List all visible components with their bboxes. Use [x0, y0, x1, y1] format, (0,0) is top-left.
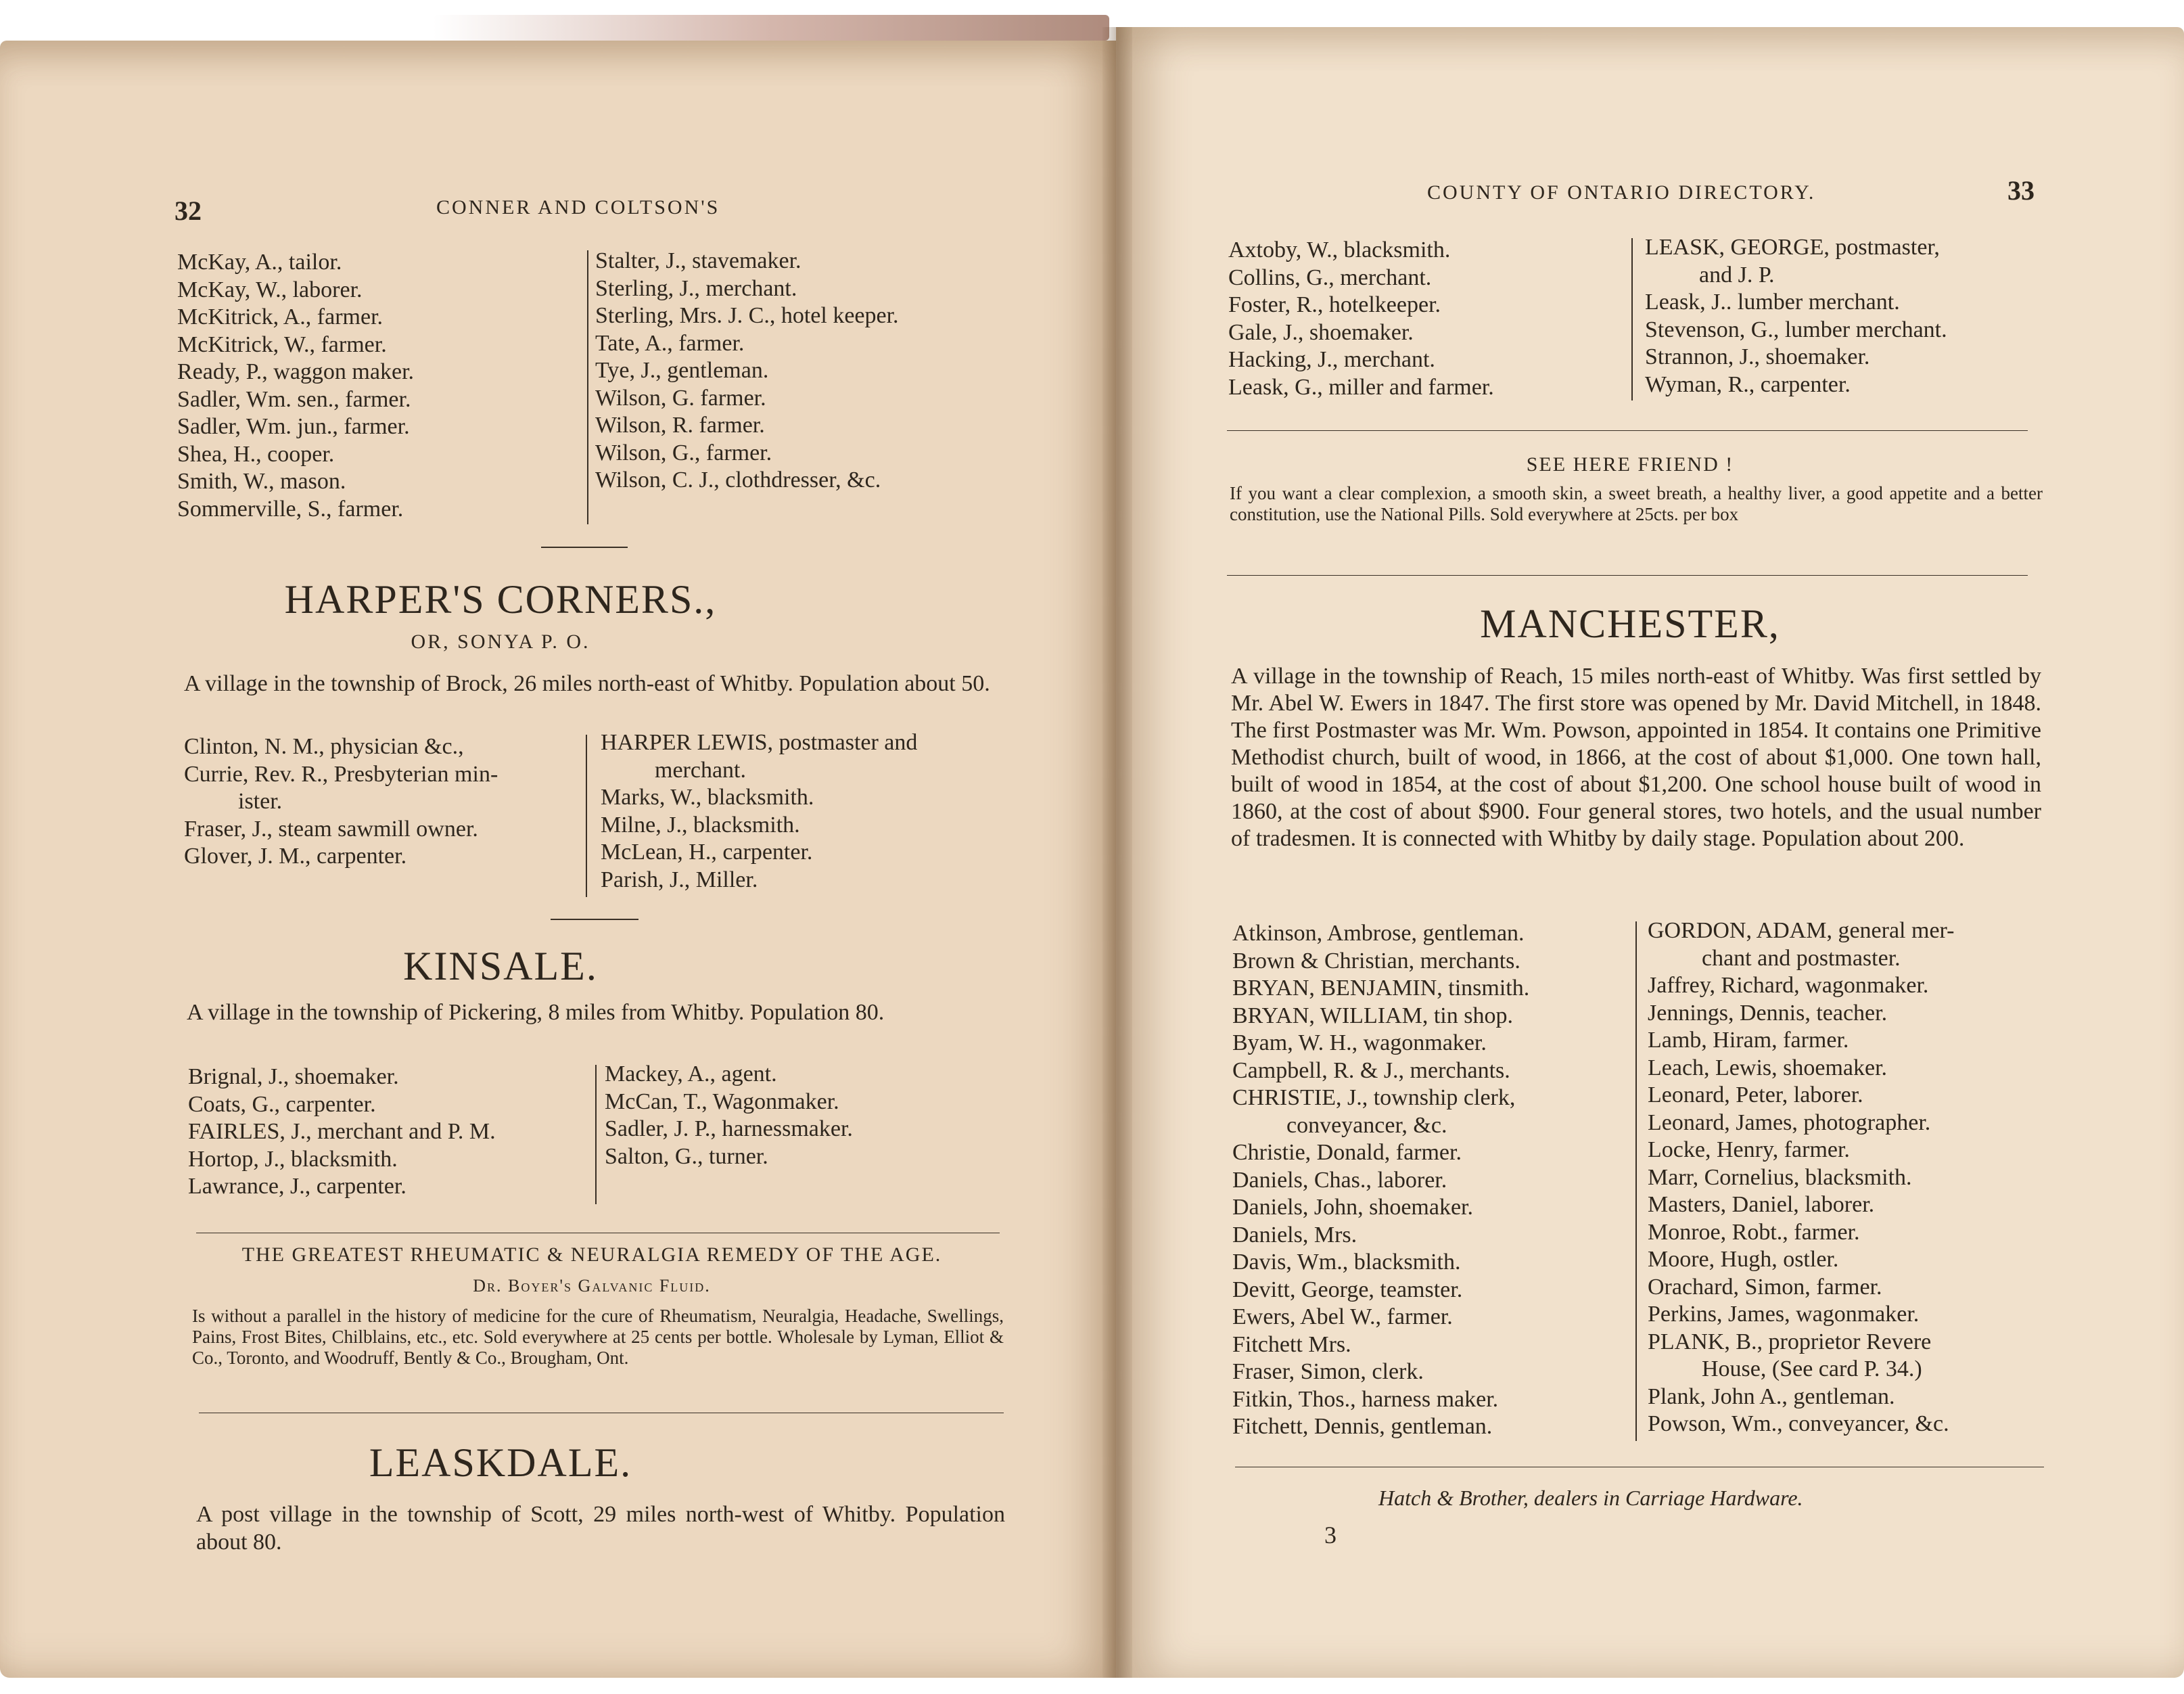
directory-entry: Wilson, R. farmer.	[595, 413, 765, 438]
directory-entry: Milne, J., blacksmith.	[601, 812, 800, 838]
directory-entry: Masters, Daniel, laborer.	[1648, 1192, 1875, 1217]
kinsale-description: A village in the township of Pickering, 8 miles from Whitby. Population 80.	[187, 1000, 885, 1025]
directory-entry: HARPER LEWIS, postmaster and	[601, 730, 918, 755]
directory-entry: Salton, G., turner.	[605, 1143, 768, 1169]
directory-entry: Brown & Christian, merchants.	[1232, 948, 1520, 974]
directory-entry: Campbell, R. & J., merchants.	[1232, 1057, 1510, 1083]
directory-entry: Currie, Rev. R., Presbyterian min-	[184, 761, 498, 787]
harpers-description: A village in the township of Brock, 26 miles north-east of Whitby. Population about 50.	[184, 671, 990, 696]
directory-entry: Marr, Cornelius, blacksmith.	[1648, 1164, 1912, 1190]
directory-entry: Hacking, J., merchant.	[1228, 347, 1435, 372]
directory-entry: Parish, J., Miller.	[601, 867, 758, 892]
harpers-list-col-2	[601, 729, 917, 894]
directory-list-right-col-2	[1645, 234, 1947, 398]
column-divider	[1631, 238, 1633, 400]
directory-entry: McCan, T., Wagonmaker.	[605, 1089, 839, 1114]
directory-entry: Monroe, Robt., farmer.	[1648, 1219, 1860, 1245]
directory-entry: BRYAN, BENJAMIN, tinsmith.	[1232, 976, 1530, 1001]
section-title-harpers-corners: HARPER'S CORNERS.,	[284, 577, 717, 622]
directory-entry: Fitchett Mrs.	[1232, 1331, 1351, 1357]
directory-entry: Wilson, G., farmer.	[595, 440, 772, 465]
directory-entry: Leask, G., miller and farmer.	[1228, 374, 1494, 400]
section-title-leaskdale: LEASKDALE.	[369, 1440, 632, 1485]
directory-entry: Sadler, Wm. sen., farmer.	[177, 386, 411, 412]
directory-entry: chant and postmaster.	[1702, 945, 1901, 971]
ad-body-national-pills: If you want a clear complexion, a smooth skin, a sweet breath, a healthy liver, a good appetite and a better constitution, use the National Pills. Sold everywhere at 25cts. per box	[1230, 483, 2043, 524]
directory-entry: GORDON, ADAM, general mer-	[1648, 918, 1955, 943]
directory-entry: Plank, John A., gentleman.	[1648, 1383, 1895, 1409]
directory-entry: Stalter, J., stavemaker.	[595, 248, 801, 273]
ad-rule-bottom	[1227, 575, 2028, 576]
manchester-list-col-1	[1232, 920, 1529, 1441]
directory-entry: McKay, W., laborer.	[177, 277, 363, 302]
directory-entry: ister.	[238, 789, 283, 814]
directory-entry: Locke, Henry, farmer.	[1648, 1137, 1850, 1162]
ad-title-see-here-friend: SEE HERE FRIEND !	[1526, 453, 1734, 476]
column-divider	[595, 1065, 597, 1204]
directory-entry: Brignal, J., shoemaker.	[188, 1064, 399, 1089]
directory-entry: McKay, A., tailor.	[177, 250, 342, 275]
directory-entry: Orachard, Simon, farmer.	[1648, 1274, 1882, 1300]
directory-entry: Leonard, James, photographer.	[1648, 1109, 1931, 1135]
directory-entry: Powson, Wm., conveyancer, &c.	[1648, 1411, 1949, 1436]
directory-entry: Smith, W., mason.	[177, 469, 346, 494]
directory-entry: Sterling, J., merchant.	[595, 275, 797, 301]
column-divider	[587, 250, 588, 524]
directory-entry: and J. P.	[1699, 262, 1775, 288]
directory-entry: Ewers, Abel W., farmer.	[1232, 1304, 1453, 1329]
section-subtitle-harpers-corners: OR, SONYA P. O.	[411, 631, 590, 653]
directory-entry: Wilson, C. J., clothdresser, &c.	[595, 467, 881, 493]
directory-entry: Marks, W., blacksmith.	[601, 785, 814, 810]
directory-entry: Stevenson, G., lumber merchant.	[1645, 317, 1947, 342]
column-divider	[586, 735, 587, 897]
running-head-left: CONNER AND COLTSON'S	[436, 196, 720, 219]
directory-list-right-col-1	[1228, 237, 1494, 401]
directory-entry: Gale, J., shoemaker.	[1228, 319, 1414, 345]
directory-entry: Strannon, J., shoemaker.	[1645, 344, 1870, 369]
directory-entry: Devitt, George, teamster.	[1232, 1277, 1463, 1302]
directory-entry: Lawrance, J., carpenter.	[188, 1174, 406, 1199]
directory-entry: Clinton, N. M., physician &c.,	[184, 734, 464, 759]
directory-entry: Glover, J. M., carpenter.	[184, 844, 407, 869]
ad-body-rheumatic: Is without a parallel in the history of medicine for the cure of Rheumatism, Neuralgia, Headache, Swellings, Pains, Frost Bites, Chilblains, etc., etc. Sold everywhere at 25 cents per bottle. Wholesale by Lyman, Elliot & Co., Toronto, and Woodruff, Bently & Co., Brougham, Ont.	[192, 1306, 1004, 1368]
section-title-manchester: MANCHESTER,	[1480, 601, 1780, 646]
directory-entry: McLean, H., carpenter.	[601, 840, 813, 865]
directory-entry: Ready, P., waggon maker.	[177, 359, 415, 384]
directory-entry: McKitrick, A., farmer.	[177, 304, 384, 329]
page-number-right: 33	[2007, 175, 2035, 206]
directory-entry: Leonard, Peter, laborer.	[1648, 1082, 1863, 1107]
directory-entry: Byam, W. H., wagonmaker.	[1232, 1030, 1487, 1055]
directory-entry: Daniels, Chas., laborer.	[1232, 1167, 1447, 1193]
directory-entry: Davis, Wm., blacksmith.	[1232, 1250, 1461, 1275]
directory-entry: Daniels, John, shoemaker.	[1232, 1195, 1473, 1220]
ad-subtitle-galvanic-fluid: Dr. Boyer's Galvanic Fluid.	[473, 1276, 711, 1296]
harpers-list-col-1	[184, 733, 498, 871]
manchester-description: A village in the township of Reach, 15 miles north-east of Whitby. Was first settled by Mr. Abel W. Ewers in 1847. The first store was opened by Mr. David Mitchell, in 1848. The first Postmaster was Mr. Wm. Powson, appointed in 1854. It contains one Primitive Methodist church, built of wood, in 1866, at the cost of about $1,000. One town hall, built of wood in 1854, at the cost of about $1,200. One school house built of wood in 1860, at the cost of about $900. Four general stores, two hotels, and the usual number of tradesmen. It is connected with Whitby by daily stage. Population about 200.	[1231, 664, 2041, 851]
directory-entry: Sadler, J. P., harnessmaker.	[605, 1116, 853, 1141]
directory-entry: Atkinson, Ambrose, gentleman.	[1232, 921, 1525, 946]
left-page	[0, 41, 1116, 1678]
directory-entry: Wyman, R., carpenter.	[1645, 371, 1851, 397]
manchester-list-col-2	[1648, 917, 1955, 1438]
directory-entry: Axtoby, W., blacksmith.	[1228, 237, 1451, 262]
page-edge-strip	[433, 15, 1109, 41]
directory-entry: Foster, R., hotelkeeper.	[1228, 292, 1441, 317]
directory-entry: CHRISTIE, J., township clerk,	[1232, 1085, 1516, 1110]
directory-entry: Sommerville, S., farmer.	[177, 496, 404, 522]
directory-entry: Lamb, Hiram, farmer.	[1648, 1028, 1849, 1053]
directory-entry: Christie, Donald, farmer.	[1232, 1140, 1462, 1165]
directory-entry: Sterling, Mrs. J. C., hotel keeper.	[595, 303, 899, 328]
directory-entry: Tate, A., farmer.	[595, 330, 745, 356]
directory-entry: merchant.	[655, 757, 746, 783]
directory-entry: Fitchett, Dennis, gentleman.	[1232, 1414, 1493, 1439]
short-rule	[541, 547, 628, 548]
directory-entry: Fraser, Simon, clerk.	[1232, 1359, 1424, 1384]
book-gutter	[1102, 27, 1132, 1678]
directory-entry: Hortop, J., blacksmith.	[188, 1146, 398, 1172]
directory-entry: Mackey, A., agent.	[605, 1061, 777, 1086]
directory-entry: Jaffrey, Richard, wagonmaker.	[1648, 973, 1929, 998]
directory-entry: Daniels, Mrs.	[1232, 1222, 1357, 1247]
footer-advertisement: Hatch & Brother, dealers in Carriage Hardware.	[1378, 1486, 1803, 1510]
directory-entry: LEASK, GEORGE, postmaster,	[1645, 235, 1940, 260]
leaskdale-description: A post village in the township of Scott, 29 miles north-west of Whitby. Population about 80.	[196, 1502, 1005, 1555]
directory-entry: Coats, G., carpenter.	[188, 1091, 376, 1117]
directory-entry: Tye, J., gentleman.	[595, 358, 769, 383]
kinsale-list-col-2	[605, 1061, 853, 1170]
column-divider	[1635, 921, 1637, 1441]
directory-entry: Leach, Lewis, shoemaker.	[1648, 1055, 1888, 1080]
directory-entry: Sadler, Wm. jun., farmer.	[177, 414, 410, 439]
running-head-right: COUNTY OF ONTARIO DIRECTORY.	[1427, 181, 1816, 204]
directory-entry: House, (See card P. 34.)	[1702, 1356, 1922, 1381]
page-number-left: 32	[175, 196, 202, 226]
directory-entry: Fraser, J., steam sawmill owner.	[184, 816, 478, 842]
directory-entry: Jennings, Dennis, teacher.	[1648, 1000, 1888, 1026]
directory-entry: BRYAN, WILLIAM, tin shop.	[1232, 1003, 1513, 1028]
directory-entry: PLANK, B., proprietor Revere	[1648, 1329, 1932, 1354]
directory-entry: McKitrick, W., farmer.	[177, 331, 387, 357]
printer-signature-mark: 3	[1324, 1521, 1337, 1549]
directory-entry: Leask, J.. lumber merchant.	[1645, 290, 1900, 315]
directory-list-left-col-1	[177, 249, 414, 523]
directory-entry: conveyancer, &c.	[1286, 1112, 1447, 1138]
kinsale-list-col-1	[188, 1063, 496, 1201]
directory-entry: Shea, H., cooper.	[177, 441, 335, 467]
directory-entry: Collins, G., merchant.	[1228, 265, 1432, 290]
directory-entry: Moore, Hugh, ostler.	[1648, 1247, 1839, 1272]
directory-list-left-col-2	[595, 248, 899, 495]
directory-entry: Wilson, G. farmer.	[595, 385, 766, 411]
directory-entry: Perkins, James, wagonmaker.	[1648, 1302, 1920, 1327]
directory-entry: Fitkin, Thos., harness maker.	[1232, 1386, 1499, 1412]
ad-rule-top	[1227, 430, 2028, 431]
short-rule	[551, 919, 638, 920]
section-title-kinsale: KINSALE.	[403, 944, 598, 988]
directory-entry: FAIRLES, J., merchant and P. M.	[188, 1119, 496, 1144]
ad-title-rheumatic: THE GREATEST RHEUMATIC & NEURALGIA REMEDY OF THE AGE.	[241, 1243, 942, 1266]
